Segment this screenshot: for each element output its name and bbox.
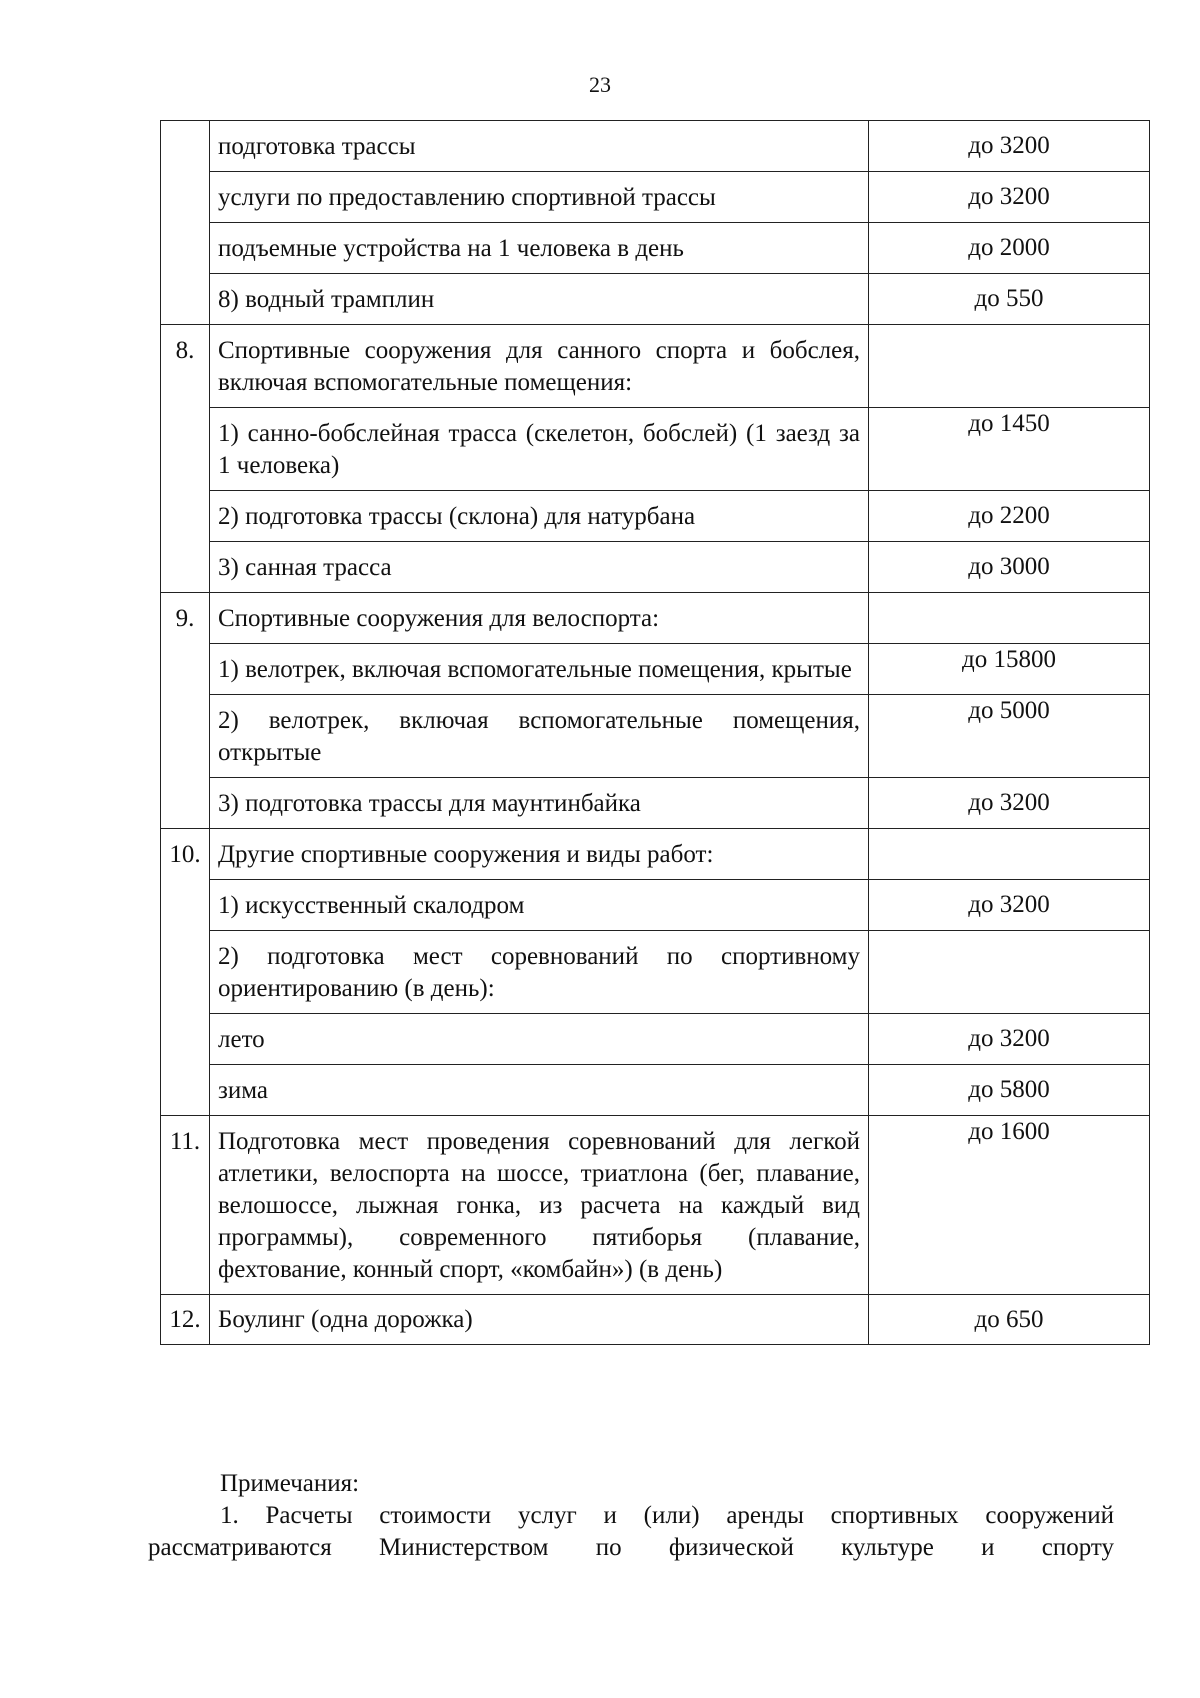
- table-row: [161, 491, 1150, 542]
- table-row: [161, 172, 1150, 223]
- table-row: [161, 1116, 1150, 1295]
- notes-paragraph: 1. Расчеты стоимости услуг и (или) аренды спортивных сооружений рассматриваются Министерством по физической культуре и спорту: [148, 1502, 1114, 1561]
- row-price: до 2000: [869, 223, 1150, 274]
- row-description: Другие спортивные сооружения и виды работ:: [210, 829, 869, 880]
- row-price: до 3200: [869, 778, 1150, 829]
- row-price: до 1600: [869, 1116, 1150, 1295]
- table-row: [161, 931, 1150, 1014]
- row-description: лето: [210, 1014, 869, 1065]
- table-row: [161, 829, 1150, 880]
- notes-section: [148, 1468, 1114, 1564]
- price-table: [160, 120, 1150, 1345]
- table-row: [161, 880, 1150, 931]
- row-description: 1) велотрек, включая вспомогательные помещения, крытые: [210, 644, 869, 695]
- notes-heading: Примечания:: [220, 1470, 360, 1497]
- row-number: 10.: [161, 829, 210, 1116]
- row-description: 1) санно-бобслейная трасса (скелетон, бобслей) (1 заезд за 1 человека): [210, 408, 869, 491]
- row-price: до 5000: [869, 695, 1150, 778]
- row-number: [161, 121, 210, 325]
- row-description: подъемные устройства на 1 человека в день: [210, 223, 869, 274]
- row-number: 9.: [161, 593, 210, 829]
- row-price: до 15800: [869, 644, 1150, 695]
- table-row: [161, 325, 1150, 408]
- row-description: 2) подготовка трассы (склона) для натурбана: [210, 491, 869, 542]
- row-price: [869, 593, 1150, 644]
- row-description: зима: [210, 1065, 869, 1116]
- row-price: [869, 829, 1150, 880]
- table-row: [161, 593, 1150, 644]
- table-row: [161, 542, 1150, 593]
- row-price: до 550: [869, 274, 1150, 325]
- row-description: Подготовка мест проведения соревнований для легкой атлетики, велоспорта на шоссе, триатлона (бег, плавание, велошоссе, лыжная гонка, из расчета на каждый вид программы), современного пятиборья (плавание, фехтование, конный спорт, «комбайн») (в день): [210, 1116, 869, 1295]
- row-description: 2) велотрек, включая вспомогательные помещения, открытые: [210, 695, 869, 778]
- table-row: [161, 644, 1150, 695]
- table-row: [161, 274, 1150, 325]
- row-number: 12.: [161, 1295, 210, 1345]
- table-row: [161, 695, 1150, 778]
- table-row: [161, 121, 1150, 172]
- row-description: 1) искусственный скалодром: [210, 880, 869, 931]
- row-price: до 2200: [869, 491, 1150, 542]
- row-description: подготовка трассы: [210, 121, 869, 172]
- row-price: до 650: [869, 1295, 1150, 1345]
- row-number: 8.: [161, 325, 210, 593]
- row-description: Боулинг (одна дорожка): [210, 1295, 869, 1345]
- row-description: Спортивные сооружения для санного спорта и бобслея, включая вспомогательные помещения:: [210, 325, 869, 408]
- table-row: [161, 1065, 1150, 1116]
- row-price: до 3200: [869, 121, 1150, 172]
- row-description: 3) санная трасса: [210, 542, 869, 593]
- page-number: 23: [589, 72, 611, 97]
- row-description: 2) подготовка мест соревнований по спортивному ориентированию (в день):: [210, 931, 869, 1014]
- row-price: до 3200: [869, 880, 1150, 931]
- row-price: до 3200: [869, 1014, 1150, 1065]
- table-row: [161, 778, 1150, 829]
- row-price: [869, 931, 1150, 1014]
- table-row: [161, 408, 1150, 491]
- row-description: 8) водный трамплин: [210, 274, 869, 325]
- row-number: 11.: [161, 1116, 210, 1295]
- table-row: [161, 1295, 1150, 1345]
- row-price: до 3000: [869, 542, 1150, 593]
- row-price: до 5800: [869, 1065, 1150, 1116]
- table-row: [161, 223, 1150, 274]
- row-description: 3) подготовка трассы для маунтинбайка: [210, 778, 869, 829]
- table-row: [161, 1014, 1150, 1065]
- row-price: [869, 325, 1150, 408]
- row-description: Спортивные сооружения для велоспорта:: [210, 593, 869, 644]
- row-price: до 1450: [869, 408, 1150, 491]
- row-description: услуги по предоставлению спортивной трассы: [210, 172, 869, 223]
- row-price: до 3200: [869, 172, 1150, 223]
